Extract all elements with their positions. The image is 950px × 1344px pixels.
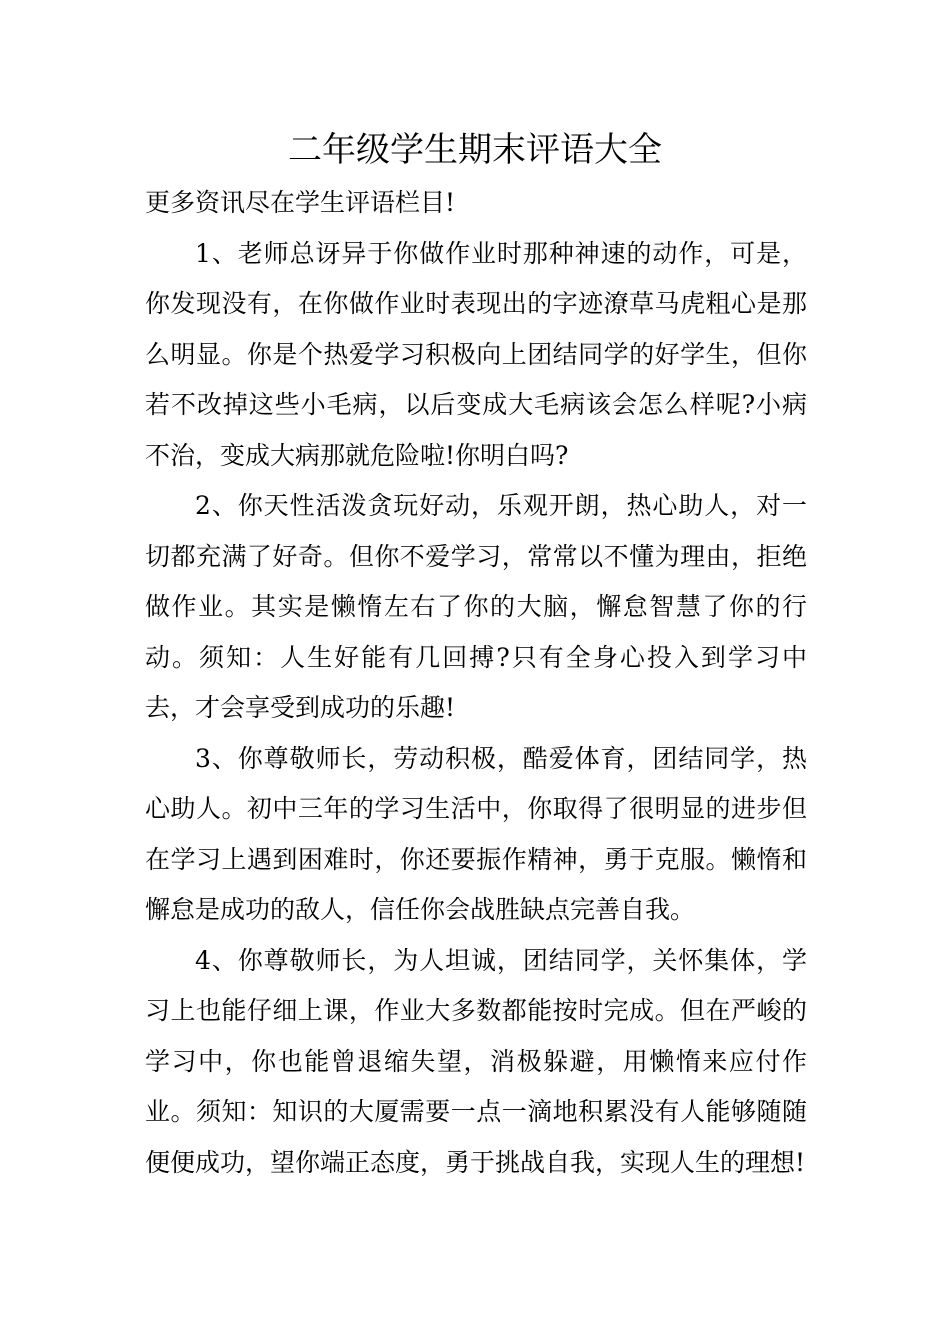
intro-line: 更多资讯尽在学生评语栏目! [145,188,456,217]
document-body [145,178,807,1188]
paragraph-2: 2、你天性活泼贪玩好动，乐观开朗，热心助人，对一切都充满了好奇。但你不爱学习，常常以不懂为理由，拒绝做作业。其实是懒惰左右了你的大脑，懈怠智慧了你的行动。须知：人生好能有几回搏?只有全身心投入到学习中去，才会享受到成功的乐趣! [145,491,807,722]
paragraph-4: 4、你尊敬师长，为人坦诚，团结同学，关怀集体，学习上也能仔细上课，作业大多数都能按时完成。但在严峻的学习中，你也能曾退缩失望，消极躲避，用懒惰来应付作业。须知：知识的大厦需要一点一滴地积累没有人能够随随便便成功，望你端正态度，勇于挑战自我，实现人生的理想! [145,945,807,1177]
paragraph-1: 1、老师总讶异于你做作业时那种神速的动作，可是，你发现没有，在你做作业时表现出的字迹潦草马虎粗心是那么明显。你是个热爱学习积极向上团结同学的好学生，但你若不改掉这些小毛病，以后变成大毛病该会怎么样呢?小病不治，变成大病那就危险啦!你明白吗? [145,238,807,470]
paragraph-3: 3、你尊敬师长，劳动积极，酷爱体育，团结同学，热心助人。初中三年的学习生活中，你取得了很明显的进步但在学习上遇到困难时，你还要振作精神，勇于克服。懒惰和懈怠是成功的敌人，信任你会战胜缺点完善自我。 [145,743,807,924]
document-title: 二年级学生期末评语大全 [288,130,662,170]
